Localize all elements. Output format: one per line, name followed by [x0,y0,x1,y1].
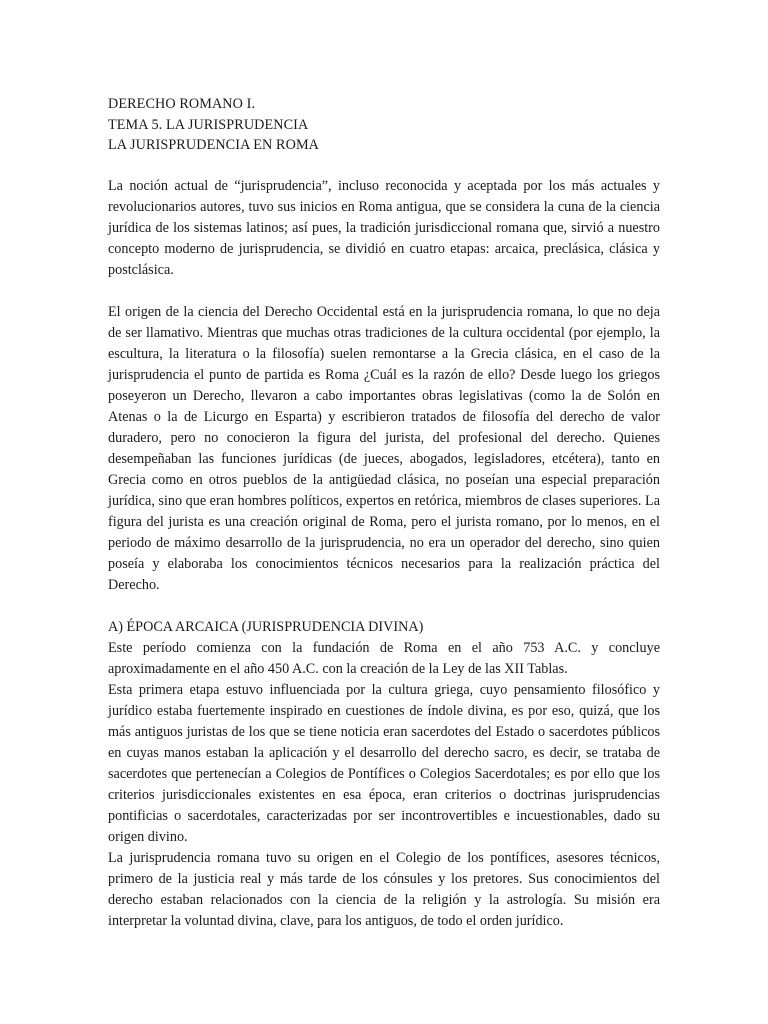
document-page [108,94,660,932]
section-a-paragraph-3: La jurisprudencia romana tuvo su origen en el Colegio de los pontífices, asesores técnicos, primero de la justicia real y más tarde de los cónsules y los pretores. Sus conocimientos del derecho estaban relacionados con la ciencia de la religión y la astrología. Su misión era interpretar la voluntad divina, clave, para los antiguos, de todo el orden jurídico. [108,849,660,929]
topic-title: TEMA 5. LA JURISPRUDENCIA [108,116,309,133]
section-a-title: A) ÉPOCA ARCAICA (JURISPRUDENCIA DIVINA) [108,618,424,635]
section-a-paragraph-2: Esta primera etapa estuvo influenciada por la cultura griega, cuyo pensamiento filosófico y jurídico estaba fuertemente inspirado en cuestiones de índole divina, es por eso, quizá, que los más antiguos juristas de los que se tiene noticia eran sacerdotes del Estado o sacerdotes públicos en cuyas manos estaban la aplicación y el desarrollo del derecho sacro, es decir, se trataba de sacerdotes que pertenecían a Colegios de Pontífices o Colegios Sacerdotales; es por ello que los criterios jurisdiccionales existentes en esa época, eran criterios o doctrinas jurisprudencias pontificias o sacerdotales, caracterizadas por ser incontrovertibles e incuestionables, dado su origen divino. [108,681,660,845]
section-archaic-era [108,617,660,932]
origin-paragraph: El origen de la ciencia del Derecho Occidental está en la jurisprudencia romana, lo que no deja de ser llamativo. Mientras que muchas otras tradiciones de la cultura occidental (por ejemplo, la escultura, la literatura o la filosofía) suelen remontarse a la Grecia clásica, en el caso de la jurisprudencia el punto de partida es Roma ¿Cuál es la razón de ello? Desde luego los griegos poseyeron un Derecho, llevaron a cabo importantes obras legislativas (como la de Solón en Atenas o la de Licurgo en Esparta) y escribieron tratados de filosofía del derecho de valor duradero, pero no conocieron la figura del jurista, del profesional del derecho. Quienes desempeñaban las funciones jurídicas (de jueces, abogados, legisladores, etcétera), tanto en Grecia como en otros pueblos de la antigüedad clásica, no poseían una especial preparación jurídica, sino que eran hombres políticos, expertos en retórica, miembros de clases superiores. La figura del jurista es una creación original de Roma, pero el jurista romano, por lo menos, en el periodo de máximo desarrollo de la jurisprudencia, no era un operador del derecho, sino quien poseía y elaboraba los conocimientos técnicos necesarios para la realización práctica del Derecho. [108,303,660,593]
section-a-paragraph-1: Este período comienza con la fundación de Roma en el año 753 A.C. y concluye aproximadamente en el año 450 A.C. con la creación de la Ley de las XII Tablas. [108,639,660,677]
course-title: DERECHO ROMANO I. [108,96,256,112]
document-header [108,94,660,156]
intro-paragraph: La noción actual de “jurisprudencia”, incluso reconocida y aceptada por los más actuales y revolucionarios autores, tuvo sus inicios en Roma antigua, que se considera la cuna de la ciencia jurídica de los sistemas latinos; así pues, la tradición jurisdiccional romana que, sirvió a nuestro concepto moderno de jurisprudencia, se dividió en cuatro etapas: arcaica, preclásica, clásica y postclásica. [108,177,660,278]
section-heading: LA JURISPRUDENCIA EN ROMA [108,137,320,153]
